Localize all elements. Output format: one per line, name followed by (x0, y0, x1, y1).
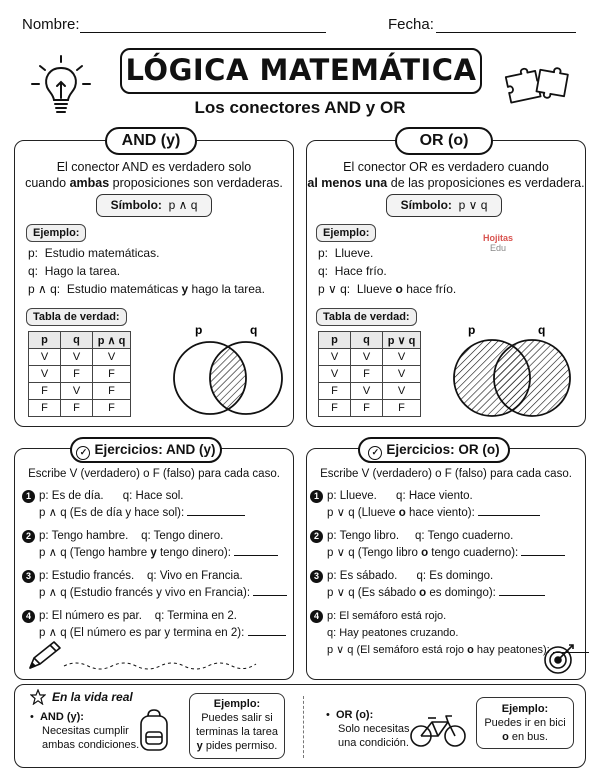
or-example-tag: Ejemplo: (316, 224, 376, 242)
pencil-icon (24, 640, 274, 674)
and-venn-diagram (164, 322, 292, 418)
or-venn-diagram (446, 322, 582, 418)
table-row: F V F (29, 383, 131, 400)
venn-label-q: q (538, 323, 546, 337)
and-exercise-2: 2 p: Tengo hambre. q: Tengo dinero. p ∧ q (Tengo hambre y tengo dinero): (22, 528, 278, 562)
venn-label-q: q (250, 323, 258, 337)
or-description: El conector OR es verdadero cuando al menos una de las proposiciones es verdadera. (307, 160, 585, 190)
answer-blank[interactable] (499, 595, 545, 596)
answer-blank[interactable] (521, 555, 565, 556)
and-heading: AND (y) (105, 127, 197, 155)
and-example-p: p: Estudio matemáticas. (28, 246, 160, 260)
puzzle-icon (502, 64, 570, 108)
name-label: Nombre: (22, 16, 80, 33)
and-example-tag: Ejemplo: (26, 224, 86, 242)
page-title: LÓGICA MATEMÁTICA (120, 48, 482, 94)
and-table-tag: Tabla de verdad: (26, 308, 127, 326)
and-example-pq: p ∧ q: Estudio matemáticas y hago la tarea. (28, 282, 265, 296)
answer-blank[interactable] (248, 635, 286, 636)
backpack-icon (134, 708, 174, 754)
or-example-q: q: Hace frío. (318, 264, 387, 278)
or-symbol-box: Símbolo: p ∨ q (386, 194, 502, 217)
or-exercise-1: 1 p: Llueve. q: Hace viento. p ∨ q (Llueve o hace viento): (310, 488, 540, 522)
watermark-logo: Hojitas Edu (483, 233, 514, 253)
answer-blank[interactable] (187, 515, 245, 516)
and-exercise-1: 1 p: Es de día. q: Hace sol. p ∧ q (Es de día y hace sol): (22, 488, 245, 522)
target-icon (542, 642, 578, 676)
table-row: V F V (319, 366, 421, 383)
date-label: Fecha: (388, 16, 434, 33)
divider (303, 696, 304, 758)
table-row: V F F (29, 366, 131, 383)
date-field[interactable] (436, 32, 576, 33)
or-example-p: p: Llueve. (318, 246, 374, 260)
answer-blank[interactable] (478, 515, 540, 516)
and-exercise-3: 3 p: Estudio francés. q: Vivo en Francia. p ∧ q (Estudio francés y vivo en Francia): (22, 568, 287, 602)
real-life-or: • OR (o): Solo necesitas una condición. (326, 709, 410, 749)
or-heading: OR (o) (395, 127, 493, 155)
or-table-tag: Tabla de verdad: (316, 308, 417, 326)
table-row: V V V (29, 349, 131, 366)
table-row: F F F (319, 400, 421, 417)
and-instruction: Escribe V (verdadero) o F (falso) para cada caso. (28, 468, 280, 480)
or-example-pq: p ∨ q: Llueve o hace frío. (318, 282, 457, 296)
bicycle-icon (408, 712, 468, 750)
and-exercise-4: 4 p: El número es par. q: Termina en 2. p ∧ q (El número es par y termina en 2): (22, 608, 286, 642)
check-circle-icon: ✓ (368, 446, 382, 460)
real-life-heading: En la vida real (52, 690, 133, 704)
and-real-example: Ejemplo: Puedes salir si terminas la tarea y pides permiso. (189, 693, 285, 759)
or-real-example: Ejemplo: Puedes ir en bici o en bus. (476, 697, 574, 749)
or-exercise-4: 4 p: El semáforo está rojo. q: Hay peatones cruzando. p ∨ q (El semáforo está rojo o hay peatones): (310, 608, 589, 659)
answer-blank[interactable] (234, 555, 278, 556)
page-subtitle: Los conectores AND y OR (194, 98, 406, 117)
or-exercises-heading: ✓ Ejercicios: OR (o) (358, 437, 510, 463)
star-icon (30, 689, 46, 705)
check-circle-icon: ✓ (76, 446, 90, 460)
venn-label-p: p (195, 323, 203, 337)
name-field[interactable] (80, 32, 326, 33)
and-symbol-box: Símbolo: p ∧ q (96, 194, 212, 217)
answer-blank[interactable] (253, 595, 287, 596)
and-example-q: q: Hago la tarea. (28, 264, 121, 278)
and-description: El conector AND es verdadero solo cuando ambas proposiciones son verdaderas. (25, 160, 283, 190)
and-truth-table: p q p ∧ q V V V V F F F V F F F F (28, 331, 131, 417)
or-instruction: Escribe V (verdadero) o F (falso) para cada caso. (320, 468, 572, 480)
and-exercises-heading: ✓ Ejercicios: AND (y) (70, 437, 222, 463)
table-row: F F F (29, 400, 131, 417)
table-row: F V V (319, 383, 421, 400)
table-row: V V V (319, 349, 421, 366)
or-exercise-3: 3 p: Es sábado. q: Es domingo. p ∨ q (Es sábado o es domingo): (310, 568, 545, 602)
or-exercise-2: 2 p: Tengo libro. q: Tengo cuaderno. p ∨ q (Tengo libro o tengo cuaderno): (310, 528, 565, 562)
or-truth-table: p q p ∨ q V V V V F V F V V F F F (318, 331, 421, 417)
venn-label-p: p (468, 323, 476, 337)
real-life-and: • AND (y): Necesitas cumplir ambas condiciones. (30, 711, 140, 751)
